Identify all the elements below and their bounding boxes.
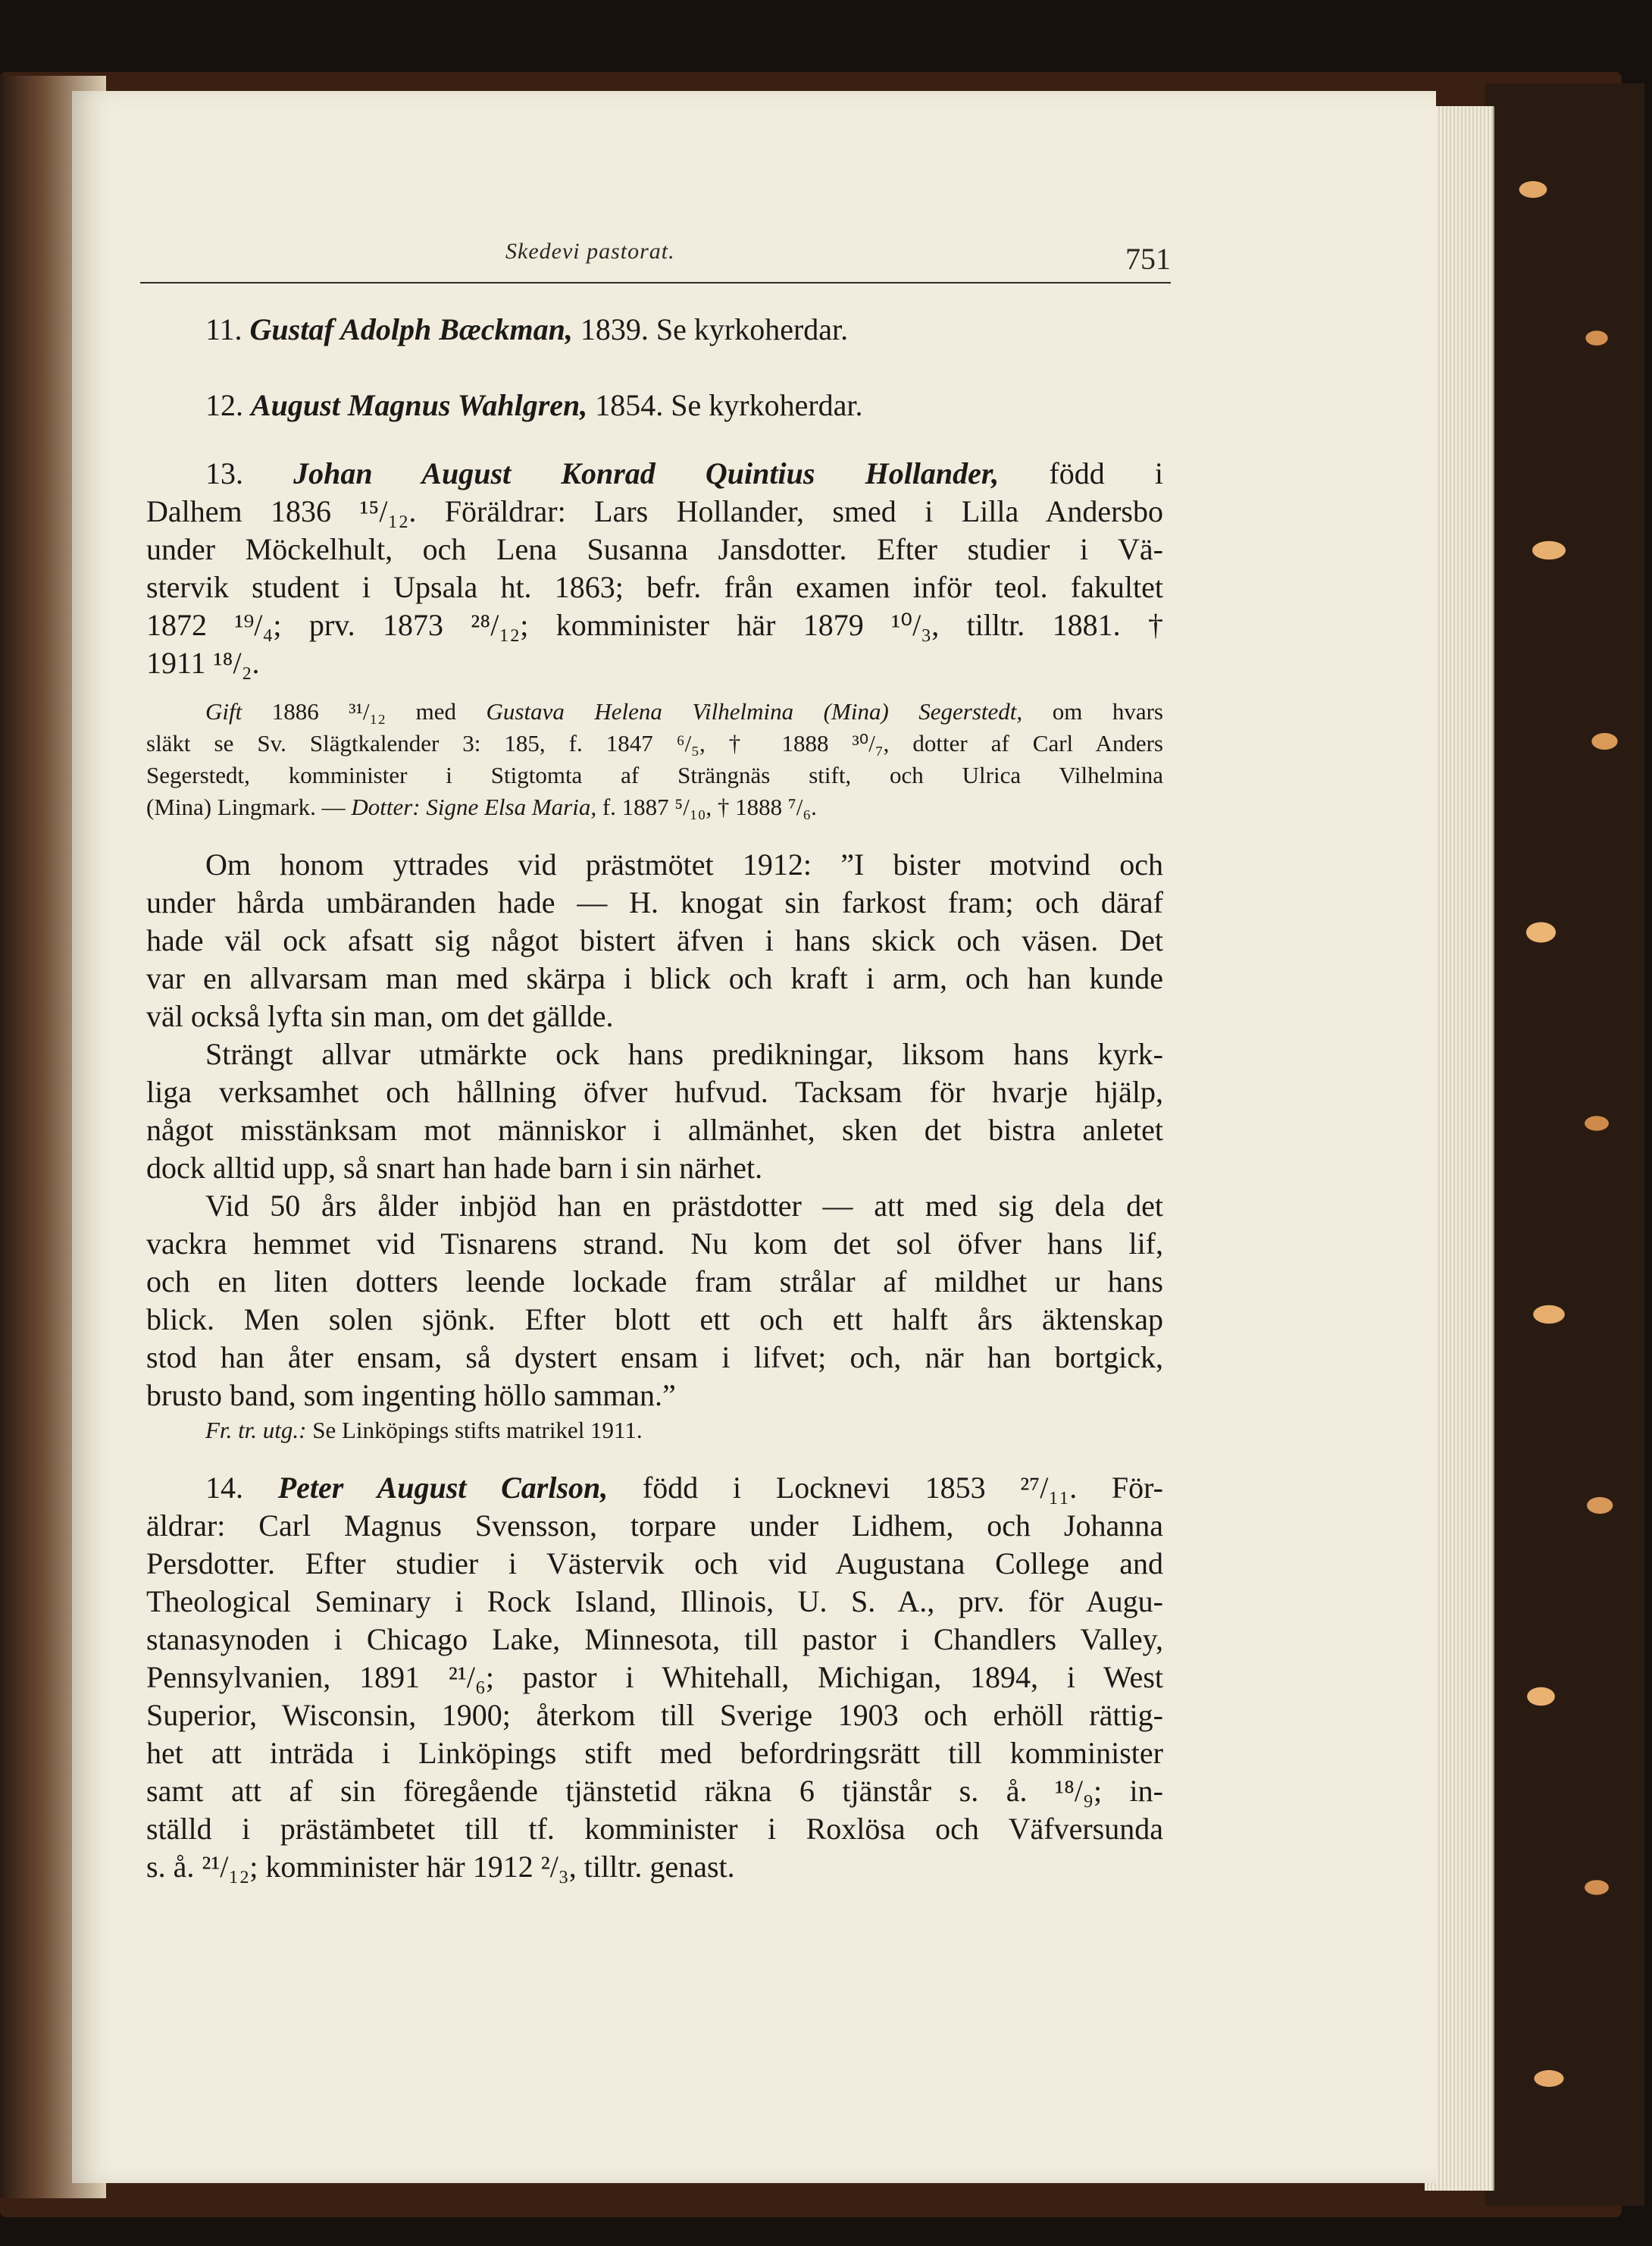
text-line: Pennsylvanien, 1891 ²¹/₆; pastor i Whitehall, Michigan, 1894, i West xyxy=(146,1660,1163,1694)
entry-name: Gustaf Adolph Bæckman, xyxy=(249,312,573,346)
entry-text: född i Locknevi 1853 ²⁷/₁₁. För- xyxy=(642,1471,1164,1505)
text-line: 1911 ¹⁸/₂. xyxy=(146,646,260,680)
text-line: under hårda umbäranden hade — H. knogat sin farkost fram; och däraf xyxy=(146,885,1163,919)
note-line xyxy=(146,791,1163,823)
text-line: stanasynoden i Chicago Lake, Minnesota, till pastor i Chandlers Valley, xyxy=(146,1622,1163,1656)
text-line: ställd i prästämbetet till tf. komminister i Roxlösa och Väfversunda xyxy=(146,1812,1163,1846)
note-text: om hvars xyxy=(1022,698,1163,725)
note-name: Gustava Helena Vilhelmina (Mina) Segerstedt, xyxy=(486,698,1023,725)
entry-number: 11. xyxy=(205,312,242,346)
entry-line xyxy=(146,455,1163,493)
text-line: 1872 ¹⁹/₄; prv. 1873 ²⁸/₁₂; komminister här 1879 ¹⁰/₃, tilltr. 1881. † xyxy=(146,608,1163,642)
entry-text: 1839. Se kyrkoherdar. xyxy=(580,312,849,346)
marbled-cover-edge xyxy=(1485,83,1644,2206)
entry-name: August Magnus Wahlgren, xyxy=(251,388,588,422)
text-line: s. å. ²¹/₁₂; komminister här 1912 ²/₃, tilltr. genast. xyxy=(146,1850,735,1884)
text-line: stervik student i Upsala ht. 1863; befr. från examen inför teol. fakultet xyxy=(146,570,1163,604)
text-line: brusto band, som ingenting höllo samman.” xyxy=(146,1378,676,1412)
text-line: het att inträda i Linköpings stift med befordringsrätt till komminister xyxy=(146,1736,1163,1770)
text-line: och en liten dotters leende lockade fram strålar af mildhet ur hans xyxy=(146,1264,1163,1298)
text-line: Strängt allvar utmärkte ock hans predikningar, liksom hans kyrk- xyxy=(205,1037,1163,1071)
entry-name: Johan August Konrad Quintius Hollander, xyxy=(293,456,1000,490)
note-text: 1886 ³¹/₁₂ med xyxy=(242,698,487,725)
entry-number: 13. xyxy=(205,456,243,490)
source-note xyxy=(146,1414,1163,1446)
note-text: (Mina) Lingmark. — xyxy=(146,794,352,820)
note-name: Dotter: Signe Elsa Maria, xyxy=(351,794,597,820)
note-label: Fr. tr. utg.: xyxy=(205,1417,307,1443)
entry-text: född i xyxy=(1049,456,1163,490)
text-line: var en allvarsam man med skärpa i blick och kraft i arm, och han kunde xyxy=(146,961,1163,995)
note-line: släkt se Sv. Slägtkalender 3: 185, f. 1847 ⁶/₅, † 1888 ³⁰/₇, dotter af Carl Anders xyxy=(146,730,1163,756)
entry-13 xyxy=(146,455,1163,1886)
text-line: samt att af sin föregående tjänstetid räkna 6 tjänstår s. å. ¹⁸/₉; in- xyxy=(146,1774,1163,1808)
entry-12 xyxy=(146,387,1163,424)
text-line: Superior, Wisconsin, 1900; återkom till Sverige 1903 och erhöll rättig- xyxy=(146,1698,1163,1732)
note-text: f. 1887 ⁵/₁₀, † 1888 ⁷/₆. xyxy=(596,794,817,820)
text-line: Theological Seminary i Rock Island, Illinois, U. S. A., prv. för Augu- xyxy=(146,1584,1163,1618)
entry-line xyxy=(146,311,1163,349)
page-number: 751 xyxy=(1125,242,1171,276)
note-text: Se Linköpings stifts matrikel 1911. xyxy=(306,1417,643,1443)
text-line: under Möckelhult, och Lena Susanna Jansdotter. Efter studier i Vä- xyxy=(146,532,1163,566)
entry-line xyxy=(146,1469,1163,1507)
text-line: Vid 50 års ålder inbjöd han en prästdotter — att med sig dela det xyxy=(205,1189,1163,1223)
text-line: äldrar: Carl Magnus Svensson, torpare under Lidhem, och Johanna xyxy=(146,1508,1163,1543)
text-line: dock alltid upp, så snart han hade barn i sin närhet. xyxy=(146,1151,763,1185)
text-line: Persdotter. Efter studier i Västervik och vid Augustana College and xyxy=(146,1546,1163,1580)
running-head: Skedevi pastorat. xyxy=(505,239,675,264)
paragraph-2 xyxy=(146,1035,1163,1187)
paragraph-1 xyxy=(146,846,1163,1035)
text-line: hade väl ock afsatt sig något bistert äfven i hans skick och väsen. Det xyxy=(146,923,1163,957)
entry-11 xyxy=(146,311,1163,349)
text-line: Dalhem 1836 ¹⁵/₁₂. Föräldrar: Lars Hollander, smed i Lilla Andersbo xyxy=(146,494,1163,528)
text-line: liga verksamhet och hållning öfver hufvud. Tacksam för hvarje hjälp, xyxy=(146,1075,1163,1109)
text-line: vackra hemmet vid Tisnarens strand. Nu kom det sol öfver hans lif, xyxy=(146,1226,1163,1261)
entry-line xyxy=(146,387,1163,424)
paragraph-3 xyxy=(146,1187,1163,1414)
entry-14 xyxy=(146,1469,1163,1886)
text-line: något misstänksam mot människor i allmänhet, sken det bistra anletet xyxy=(146,1113,1163,1147)
marriage-note xyxy=(146,696,1163,823)
entry-number: 14. xyxy=(205,1471,243,1505)
note-label: Gift xyxy=(205,698,242,725)
text-line: väl också lyfta sin man, om det gällde. xyxy=(146,999,614,1033)
text-line: blick. Men solen sjönk. Efter blott ett och ett halft års äktenskap xyxy=(146,1302,1163,1336)
text-line: Om honom yttrades vid prästmötet 1912: ”I bister motvind och xyxy=(205,847,1163,882)
header-rule xyxy=(140,282,1171,283)
text-line: stod han åter ensam, så dystert ensam i lifvet; och, när han bortgick, xyxy=(146,1340,1163,1374)
entry-text: 1854. Se kyrkoherdar. xyxy=(595,388,863,422)
entry-name: Peter August Carlson, xyxy=(277,1471,609,1505)
entry-number: 12. xyxy=(205,388,243,422)
note-line xyxy=(146,696,1163,728)
note-line: Segerstedt, komminister i Stigtomta af Strängnäs stift, och Ulrica Vilhelmina xyxy=(146,762,1163,788)
note-line xyxy=(146,1414,1163,1446)
